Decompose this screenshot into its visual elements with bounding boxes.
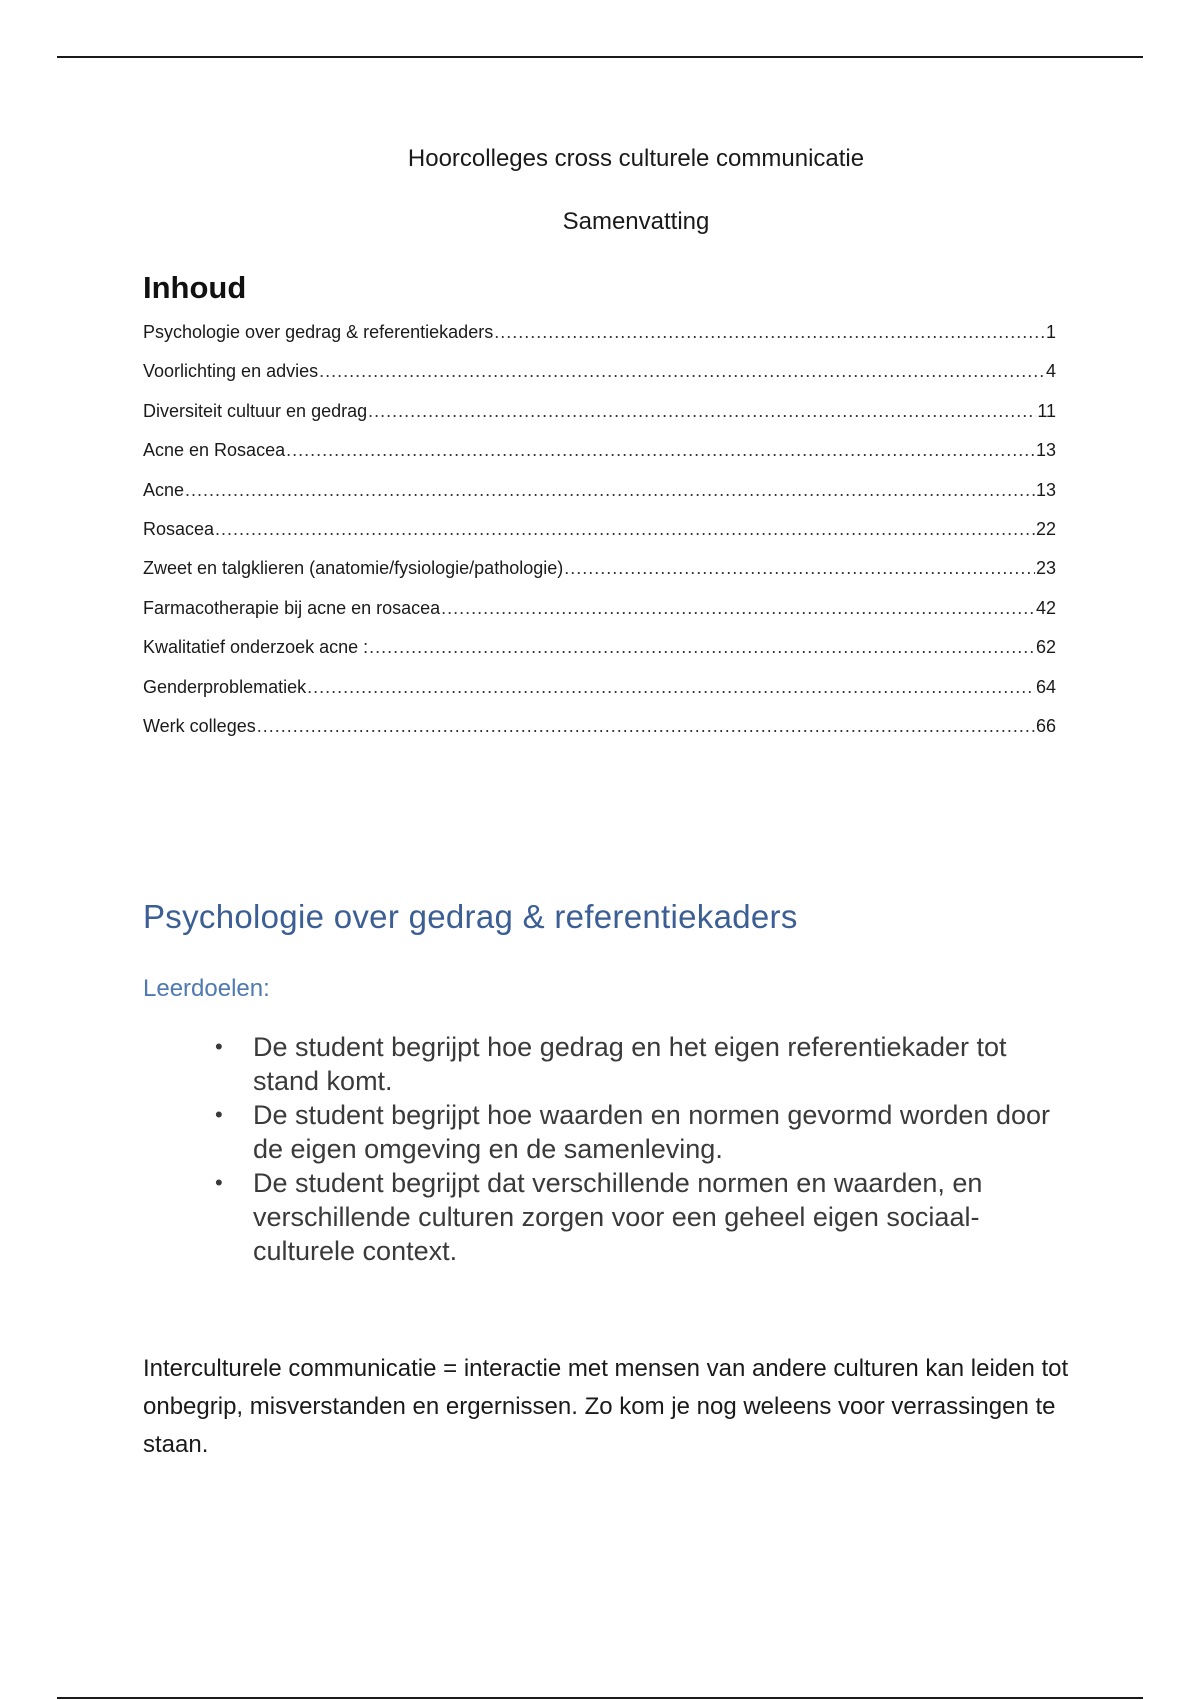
list-item <box>215 1098 1065 1166</box>
toc-entry[interactable] <box>143 519 1056 558</box>
header-rule <box>57 56 1143 58</box>
toc-entry-page: 22 <box>1035 518 1056 539</box>
table-of-contents <box>143 322 1056 755</box>
bullet-icon: • <box>215 1034 223 1059</box>
toc-entry-title: Voorlichting en advies <box>143 361 319 382</box>
goal-text: De student begrijpt hoe waarden en normen gevormd worden door de eigen omgeving en de samenleving. <box>253 1100 1050 1164</box>
toc-entry-page: 11 <box>1037 400 1056 421</box>
body-paragraph: Interculturele communicatie = interactie met mensen van andere culturen kan leiden tot onbegrip, misverstanden en ergernissen. Zo kom je nog weleens voor verrassingen te staan. <box>143 1355 1069 1458</box>
bullet-icon: • <box>215 1102 223 1127</box>
goal-text: De student begrijpt dat verschillende normen en waarden, en verschillende culturen zorgen voor een geheel eigen sociaal-culturele context. <box>253 1168 983 1266</box>
toc-entry[interactable] <box>143 480 1056 519</box>
toc-entry[interactable] <box>143 677 1056 716</box>
toc-dot-leader <box>286 440 1035 461</box>
toc-entry[interactable] <box>143 322 1056 361</box>
toc-dot-leader <box>215 519 1035 540</box>
learning-goals-heading: Leerdoelen: <box>143 975 270 1002</box>
toc-entry[interactable] <box>143 401 1056 440</box>
toc-entry-title: Genderproblematiek <box>143 676 307 697</box>
toc-entry[interactable] <box>143 716 1056 755</box>
toc-dot-leader <box>369 637 1035 658</box>
toc-entry-page: 4 <box>1045 361 1056 382</box>
toc-entry[interactable] <box>143 361 1056 400</box>
toc-dot-leader <box>257 716 1035 737</box>
bullet-icon: • <box>215 1170 223 1195</box>
toc-entry-page: 64 <box>1035 676 1056 697</box>
toc-heading: Inhoud <box>143 270 247 305</box>
goal-text: De student begrijpt hoe gedrag en het eigen referentiekader tot stand komt. <box>253 1032 1007 1096</box>
toc-entry-page: 62 <box>1035 637 1056 658</box>
document-subtitle: Samenvatting <box>562 208 710 235</box>
toc-entry-title: Diversiteit cultuur en gedrag <box>143 400 368 421</box>
toc-dot-leader <box>494 322 1045 343</box>
toc-entry[interactable] <box>143 440 1056 479</box>
toc-entry-title: Rosacea <box>143 518 215 539</box>
toc-entry-title: Acne <box>143 479 185 500</box>
footer-rule <box>57 1697 1143 1699</box>
toc-entry-title: Farmacotherapie bij acne en rosacea <box>143 597 441 618</box>
list-item <box>215 1166 1065 1268</box>
toc-dot-leader <box>368 401 1036 422</box>
toc-entry-page: 13 <box>1035 440 1056 461</box>
toc-entry-title: Kwalitatief onderzoek acne : <box>143 637 369 658</box>
toc-entry[interactable] <box>143 598 1056 637</box>
toc-entry-title: Psychologie over gedrag & referentiekaders <box>143 322 494 342</box>
toc-entry-page: 42 <box>1035 597 1056 618</box>
toc-dot-leader <box>307 677 1035 698</box>
toc-entry-page: 66 <box>1035 715 1056 736</box>
toc-dot-leader <box>441 598 1035 619</box>
toc-dot-leader <box>319 361 1045 382</box>
toc-dot-leader <box>564 558 1035 579</box>
toc-entry-page: 13 <box>1035 479 1056 500</box>
toc-dot-leader <box>185 480 1035 501</box>
toc-entry-title: Acne en Rosacea <box>143 440 286 461</box>
toc-entry-title: Werk colleges <box>143 715 256 736</box>
toc-entry-title: Zweet en talgklieren (anatomie/fysiologie/pathologie) <box>143 558 564 579</box>
section-heading: Psychologie over gedrag & referentiekaders <box>143 898 798 935</box>
toc-entry-page: 23 <box>1035 558 1056 579</box>
toc-entry[interactable] <box>143 637 1056 676</box>
document-title: Hoorcolleges cross culturele communicatie <box>407 145 865 172</box>
toc-entry[interactable] <box>143 558 1056 597</box>
toc-entry-page: 1 <box>1045 322 1056 342</box>
list-item <box>215 1030 1065 1098</box>
learning-goals-list <box>215 1030 1065 1268</box>
